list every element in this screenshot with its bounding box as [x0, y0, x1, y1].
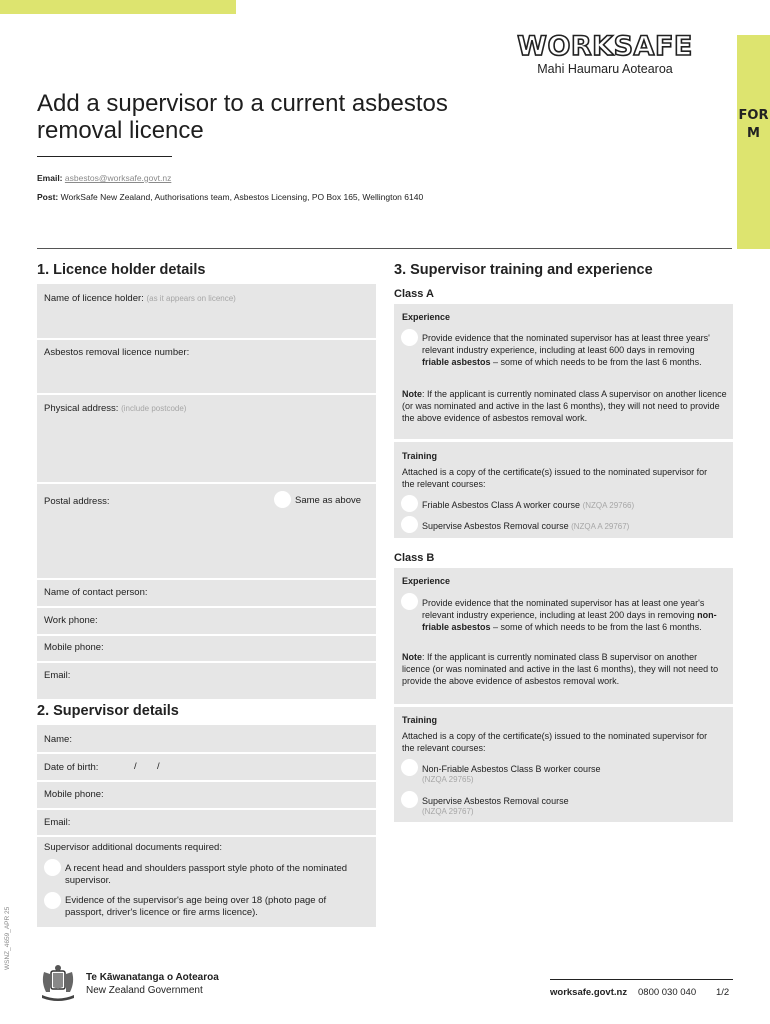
field-divider — [37, 780, 376, 782]
form-code: WSNZ_4659_APR 25 — [4, 906, 11, 970]
field-divider — [37, 482, 376, 484]
contact-post-line — [37, 192, 423, 202]
doc-age-radio[interactable] — [44, 892, 61, 909]
class-b-course1-code: (NZQA 29765) — [422, 775, 474, 784]
class-a-note-text: : If the applicant is currently nominated class A supervisor on another licence (or was nominated and active in the last 6 months), they will not need to provide the above evidence of asbestos removal work. — [402, 389, 727, 423]
worksafe-logo — [505, 33, 705, 76]
class-b-experience-box — [394, 568, 733, 704]
class-b-training-text: Attached is a copy of the certificate(s) issued to the nominated supervisor for the relevant courses: — [402, 731, 708, 753]
class-a-note — [402, 388, 727, 424]
class-a-exp-bold: friable asbestos — [422, 357, 491, 367]
field-divider — [37, 578, 376, 580]
field-divider — [37, 752, 376, 754]
class-b-course1-label: Non-Friable Asbestos Class B worker course — [422, 764, 601, 774]
contact-email-line — [37, 173, 171, 183]
holder-name-label: Name of licence holder: — [44, 293, 144, 304]
class-a-course1-radio[interactable] — [401, 495, 418, 512]
work-phone-field[interactable]: Work phone: — [44, 615, 98, 626]
supervisor-name-field[interactable]: Name: — [44, 734, 72, 745]
field-divider — [37, 338, 376, 340]
field-divider — [37, 661, 376, 663]
physical-address-label: Physical address: — [44, 403, 119, 414]
side-tab-label: FORM — [738, 108, 769, 141]
class-a-course1-label: Friable Asbestos Class A worker course — [422, 500, 581, 510]
main-divider — [37, 248, 732, 249]
class-a-experience-radio[interactable] — [401, 329, 418, 346]
class-a-note-label: Note — [402, 389, 422, 399]
class-a-experience-text — [422, 332, 722, 368]
dob-separator: / — [157, 761, 160, 772]
class-a-course1 — [422, 499, 722, 512]
same-as-above-label: Same as above — [295, 495, 362, 506]
email-label: Email: — [37, 173, 63, 183]
field-divider — [37, 835, 376, 837]
section-1-heading: 1. Licence holder details — [37, 262, 206, 278]
class-b-course1-radio[interactable] — [401, 759, 418, 776]
top-accent-stripe — [0, 0, 236, 14]
class-a-exp-text-start: Provide evidence that the nominated supervisor has at least three years' relevant industry experience, including at least 600 days in removing — [422, 333, 710, 355]
form-side-tab — [737, 35, 770, 249]
class-a-experience-title: Experience — [402, 312, 451, 322]
field-divider — [37, 634, 376, 636]
dob-field[interactable]: Date of birth: — [44, 762, 99, 773]
post-label: Post: — [37, 192, 59, 202]
class-a-course2-label: Supervise Asbestos Removal course — [422, 521, 569, 531]
coat-of-arms-icon — [36, 962, 80, 1004]
class-a-training-box — [394, 442, 733, 538]
footer-phone: 0800 030 040 — [638, 987, 697, 998]
same-as-above-radio[interactable] — [274, 491, 291, 508]
field-divider — [37, 606, 376, 608]
class-b-exp-bold: non-friable asbestos — [422, 610, 717, 632]
class-a-course2-code: (NZQA A 29767) — [571, 522, 630, 531]
class-b-course2-label: Supervise Asbestos Removal course — [422, 796, 569, 806]
email-link[interactable]: asbestos@worksafe.govt.nz — [64, 173, 172, 183]
doc-photo-radio[interactable] — [44, 859, 61, 876]
logo-wordmark: WORKSAFE — [517, 31, 693, 62]
section-3-heading: 3. Supervisor training and experience — [394, 262, 653, 278]
class-b-exp-text-start: Provide evidence that the nominated supervisor has at least one year's relevant industry experience, including at least 200 days in removing — [422, 598, 705, 620]
class-b-experience-radio[interactable] — [401, 593, 418, 610]
licence-holder-fields — [37, 284, 376, 699]
doc-photo-label: A recent head and shoulders passport style photo of the nominated supervisor. — [65, 863, 348, 886]
class-a-exp-text-end: – some of which needs to be from the last 6 months. — [490, 357, 702, 367]
class-b-course2-code: (NZQA 29767) — [422, 807, 474, 816]
doc-age-label: Evidence of the supervisor's age being over 18 (photo page of passport, driver's licence or fire arms licence). — [65, 895, 327, 918]
class-b-experience-title: Experience — [402, 576, 451, 586]
logo-tagline: Mahi Haumaru Aotearoa — [537, 62, 673, 76]
docs-required-label: Supervisor additional documents required: — [44, 842, 222, 853]
holder-name-field[interactable] — [44, 293, 236, 304]
page-title: Add a supervisor to a current asbestos removal licence — [37, 90, 448, 144]
mobile-phone-field[interactable]: Mobile phone: — [44, 642, 104, 653]
dob-separator: / — [134, 761, 137, 772]
class-a-label: Class A — [394, 288, 434, 300]
class-b-course2-radio[interactable] — [401, 791, 418, 808]
licence-number-field[interactable]: Asbestos removal licence number: — [44, 347, 190, 358]
footer-divider — [550, 979, 733, 980]
class-b-note-label: Note — [402, 652, 422, 662]
class-a-training-text: Attached is a copy of the certificate(s) issued to the nominated supervisor for the relevant courses: — [402, 467, 708, 489]
class-b-label: Class B — [394, 552, 435, 564]
postal-address-field[interactable]: Postal address: — [44, 496, 110, 507]
post-address: WorkSafe New Zealand, Authorisations team, Asbestos Licensing, PO Box 165, Wellington 6140 — [60, 192, 424, 202]
page-number: 1/2 — [716, 987, 730, 998]
holder-name-hint: (as it appears on licence) — [146, 294, 236, 303]
class-a-course1-code: (NZQA 29766) — [582, 501, 635, 510]
class-a-experience-box — [394, 304, 733, 439]
class-b-note-text: : If the applicant is currently nominated class B supervisor on another licence (or was nominated and active in the last 6 months), they will not need to provide the above evidence of asbestos removal work. — [402, 652, 719, 686]
contact-person-field[interactable]: Name of contact person: — [44, 587, 148, 598]
holder-email-field[interactable]: Email: — [44, 670, 71, 681]
nz-government-logo — [36, 962, 226, 1004]
gov-english-name: New Zealand Government — [86, 985, 203, 996]
class-b-experience-text — [422, 597, 722, 633]
class-b-training-title: Training — [402, 715, 438, 725]
physical-address-hint: (include postcode) — [121, 404, 187, 413]
class-b-exp-text-end: – some of which needs to be from the last 6 months. — [490, 622, 702, 632]
class-b-training-box — [394, 707, 733, 822]
physical-address-field[interactable] — [44, 403, 186, 414]
field-divider — [37, 808, 376, 810]
class-b-note — [402, 651, 727, 687]
supervisor-fields — [37, 725, 376, 927]
title-divider — [37, 156, 172, 157]
supervisor-email-field[interactable]: Email: — [44, 817, 71, 828]
field-divider — [37, 393, 376, 395]
gov-maori-name: Te Kāwanatanga o Aotearoa — [86, 972, 219, 983]
section-2-heading: 2. Supervisor details — [37, 703, 179, 719]
class-a-course2-radio[interactable] — [401, 516, 418, 533]
class-a-training-title: Training — [402, 451, 438, 461]
footer-website[interactable]: worksafe.govt.nz — [550, 987, 628, 998]
supervisor-mobile-field[interactable]: Mobile phone: — [44, 789, 104, 800]
class-a-course2 — [422, 520, 722, 533]
